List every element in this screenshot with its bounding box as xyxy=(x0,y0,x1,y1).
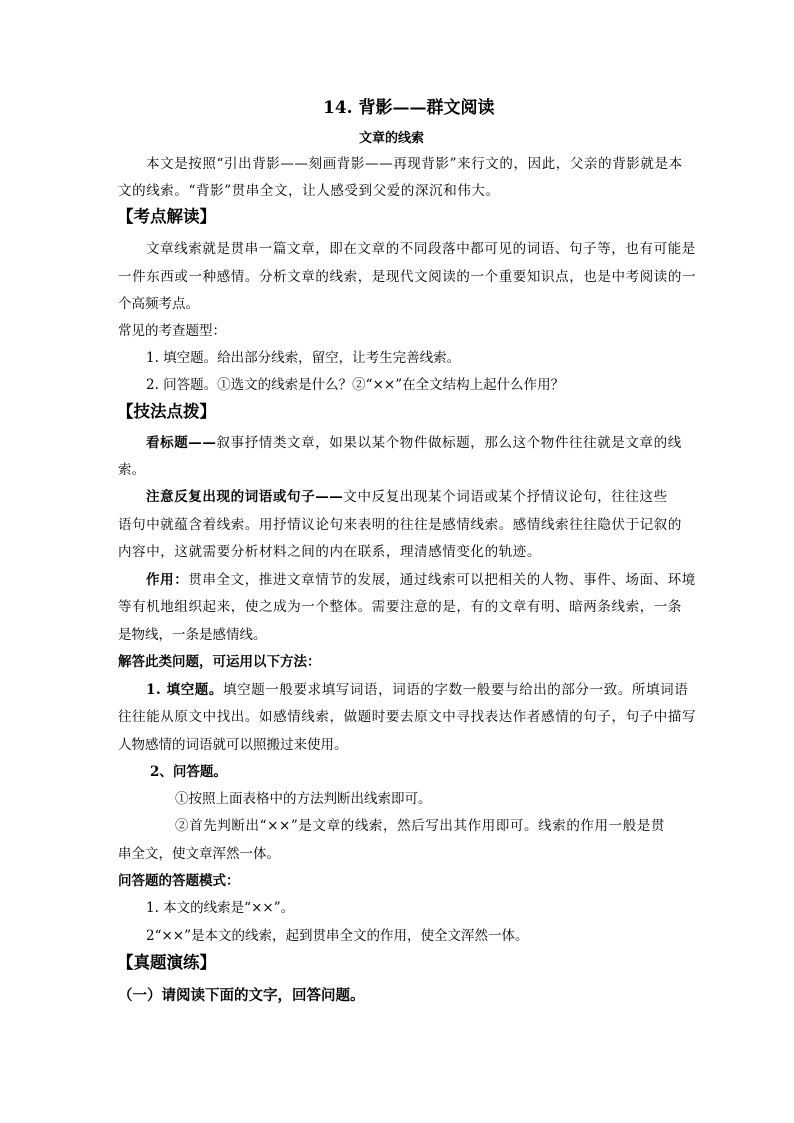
intro-line-1: 本文是按照“引出背影——刻画背影——再现背影”来行文的，因此，父亲的背影就是本 xyxy=(146,156,683,172)
question-1-heading: （一）请阅读下面的文字，回答问题。 xyxy=(118,988,365,1004)
kaodian-line-4: 常见的考查题型： xyxy=(118,323,226,339)
method-1-line-1 xyxy=(146,681,688,699)
kaodian-line-6: 2. 问答题。①选文的线索是什么？②“××”在全文结构上起什么作用？ xyxy=(146,377,565,393)
method-1-lead: 1. 填空题。 xyxy=(146,682,223,698)
jifa-p2-text: 文中反复出现某个词语或某个抒情议论句，往往这些 xyxy=(343,489,668,505)
jifa-p2-line-1 xyxy=(146,488,668,506)
answer-mode-2: 2“××”是本文的线索，起到贯串全文的作用，使全文浑然一体。 xyxy=(146,928,529,944)
document-subtitle: 文章的线索 xyxy=(359,131,425,146)
method-1-line-2: 往往能从原文中找出。如感情线索，做题时要去原文中寻找表达作者感情的句子，句子中描写 xyxy=(118,709,697,725)
kaodian-line-5: 1. 填空题。给出部分线索，留空，让考生完善线索。 xyxy=(146,350,461,366)
jifa-p3-line-1 xyxy=(146,571,696,589)
method-heading: 解答此类问题，可运用以下方法： xyxy=(118,654,321,670)
jifa-p1-line-1 xyxy=(146,434,682,452)
kaodian-line-1: 文章线索就是贯串一篇文章，即在文章的不同段落中都可见的词语、句子等，也有可能是 xyxy=(146,241,696,257)
jifa-p3-line-2: 等有机地组织起来，使之成为一个整体。需要注意的是，有的文章有明、暗两条线索，一条 xyxy=(118,599,682,615)
section-heading-kaodian: 【考点解读】 xyxy=(117,207,216,226)
jifa-p1-text: 叙事抒情类文章，如果以某个物件做标题，那么这个物件往往就是文章的线 xyxy=(216,435,682,451)
kaodian-line-2: 一件东西或一种感情。分析文章的线索，是现代文阅读的一个重要知识点，也是中考阅读的一 xyxy=(118,269,697,285)
section-heading-jifa: 【技法点拨】 xyxy=(117,402,216,421)
method-1-text: 填空题一般要求填写词语，词语的字数一般要与给出的部分一致。所填词语 xyxy=(223,682,689,698)
jifa-p2-line-2: 语句中就蕴含着线索。用抒情议论句来表明的往往是感情线索。感情线索往往隐伏于记叙的 xyxy=(118,517,682,533)
document-title: 14. 背影——群文阅读 xyxy=(323,98,495,118)
jifa-p1-line-2: 索。 xyxy=(118,462,145,478)
method-2-item-b-line-2: 串全文，使文章浑然一体。 xyxy=(118,846,280,862)
jifa-p2-lead: 注意反复出现的词语或句子—— xyxy=(146,489,344,505)
method-2-heading: 2、问答题。 xyxy=(150,764,227,780)
jifa-p3-lead: 作用： xyxy=(146,572,189,588)
method-1-line-3: 人物感情的词语就可以照搬过来使用。 xyxy=(118,737,348,753)
jifa-p3-line-3: 是物线，一条是感情线。 xyxy=(118,627,267,643)
jifa-p1-lead: 看标题—— xyxy=(146,435,217,451)
answer-mode-1: 1. 本文的线索是“××”。 xyxy=(146,900,295,916)
answer-mode-heading: 问答题的答题模式： xyxy=(118,873,240,889)
method-2-item-a: ①按照上面表格中的方法判断出线索即可。 xyxy=(175,791,432,807)
kaodian-line-3: 个高频考点。 xyxy=(118,296,199,312)
method-2-item-b-line-1: ②首先判断出“××”是文章的线索，然后写出其作用即可。线索的作用一般是贯 xyxy=(175,818,666,834)
jifa-p2-line-3: 内容中，这就需要分析材料之间的内在联系，理清感情变化的轨迹。 xyxy=(118,544,541,560)
section-heading-zhenti: 【真题演练】 xyxy=(117,953,216,972)
jifa-p3-text: 贯串全文，推进文章情节的发展，通过线索可以把相关的人物、事件、场面、环境 xyxy=(188,572,696,588)
intro-line-2: 文的线索。“背影”贯串全文，让人感受到父爱的深沉和伟大。 xyxy=(118,183,500,199)
